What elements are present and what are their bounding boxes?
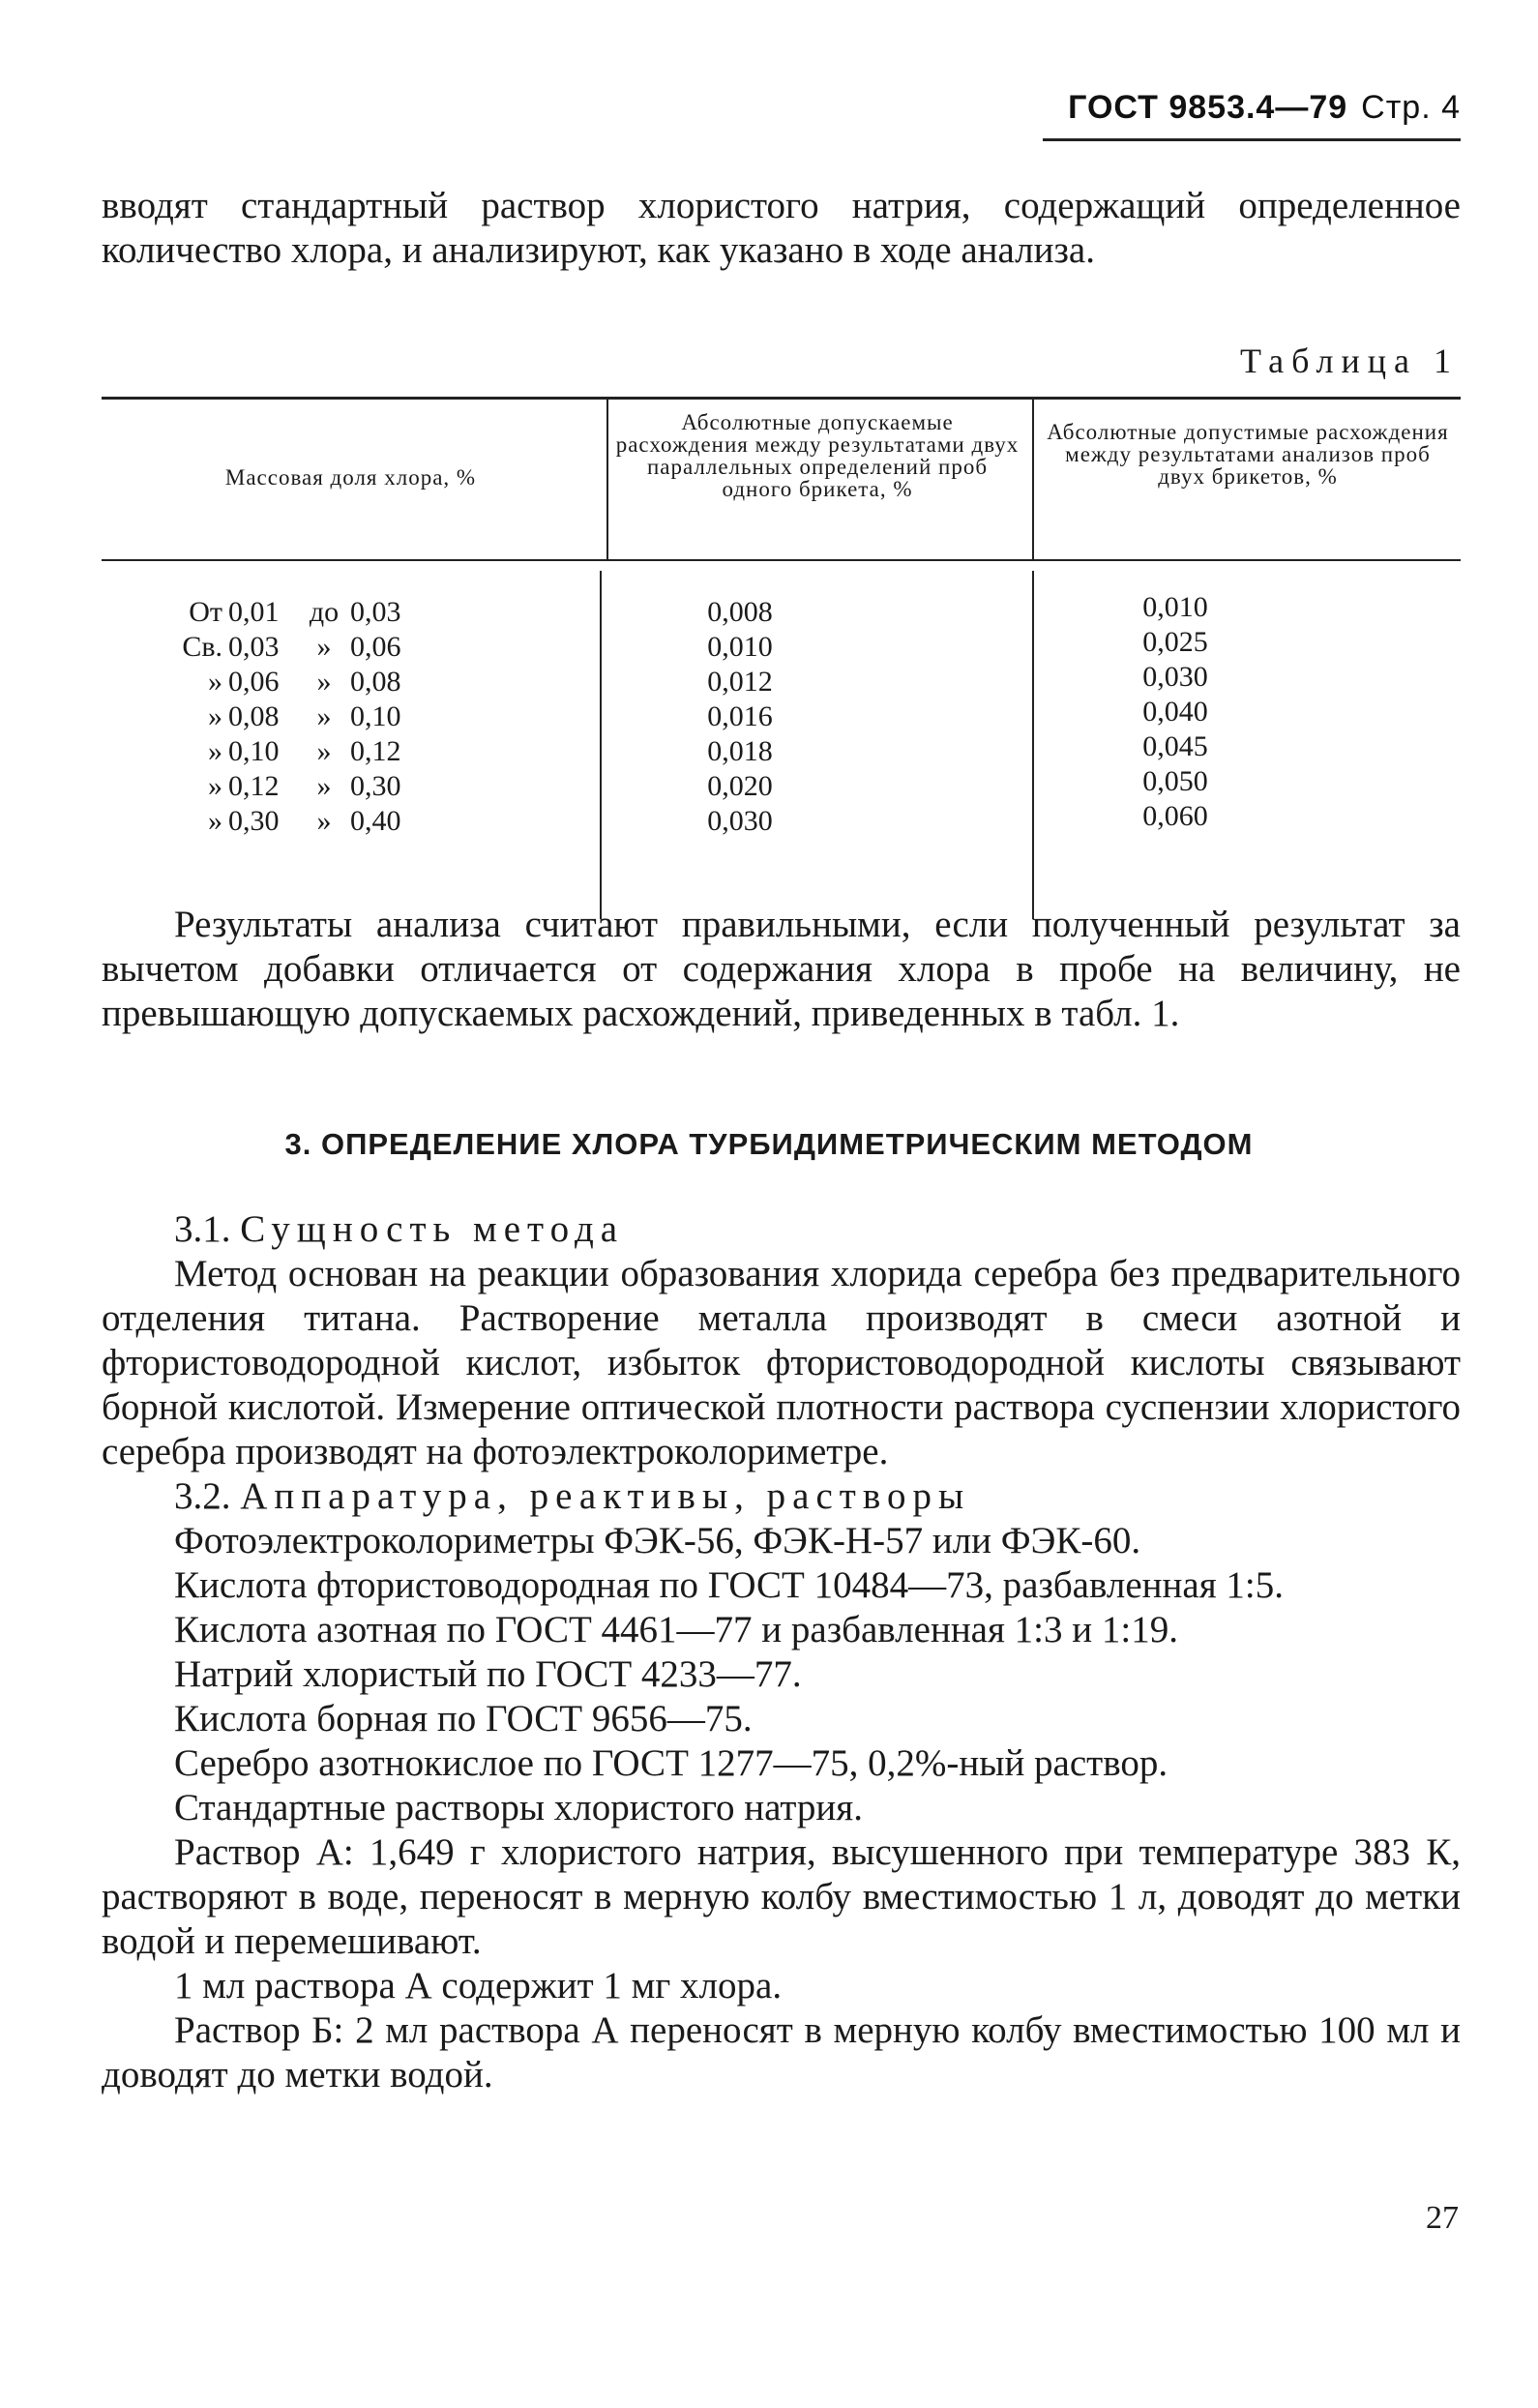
document-code: ГОСТ 9853.4—79 [1068, 89, 1348, 126]
list-item: Кислота азотная по ГОСТ 4461—77 и разбавленная 1:3 и 1:19. [174, 1609, 1178, 1650]
table-row: » 0,10 » 0,12 [208, 735, 401, 767]
table-row: » 0,06 » 0,08 [208, 666, 401, 698]
list-item: Стандартные растворы хлористого натрия. [174, 1787, 863, 1828]
subsection-title: Сущность метода [240, 1208, 625, 1250]
subsection-number: 3.2. [174, 1475, 231, 1517]
list-item: 1 мл раствора А содержит 1 мг хлора. [174, 1965, 783, 2007]
subsection-title: Аппаратура, реактивы, растворы [240, 1475, 971, 1517]
intro-paragraph: вводят стандартный раствор хлористого натрия, содержащий определенное количество хлора, и анализируют, как указано в ходе анализа. [102, 185, 1461, 271]
table-row: » 0,30 » 0,40 [208, 805, 401, 837]
list-item: Раствор А: 1,649 г хлористого натрия, высушенного при температуре 383 К, растворяют в воде, переносят в мерную колбу вместимостью 1 л, доводят до метки водой и перемешивают. [102, 1831, 1461, 1962]
table-row: » 0,08 » 0,10 [208, 700, 401, 732]
table-cell: 0,040 [1142, 696, 1208, 728]
table-cell: 0,020 [707, 770, 773, 802]
table-cell: 0,030 [707, 805, 773, 837]
table-header-col2: Абсолютные допускаемые расхождения между результатами двух параллельных определений проб одного брикета, % [615, 410, 1020, 501]
table-cell: 0,016 [707, 700, 773, 732]
table-cell: 0,018 [707, 735, 773, 767]
table-cell: 0,050 [1142, 765, 1208, 797]
list-item: Натрий хлористый по ГОСТ 4233—77. [174, 1653, 802, 1695]
table-vline [606, 400, 608, 559]
page-header [1068, 89, 1461, 127]
table-cell: 0,045 [1142, 730, 1208, 762]
table-col-parallel [614, 595, 866, 839]
table-top-rule [102, 397, 1461, 400]
section-heading: 3. ОПРЕДЕЛЕНИЕ ХЛОРА ТУРБИДИМЕТРИЧЕСКИМ МЕТОДОМ [284, 1127, 1254, 1161]
table-vline [1032, 400, 1034, 559]
results-paragraph-block [102, 903, 1461, 1036]
list-item: Серебро азотнокислое по ГОСТ 1277—75, 0,2%-ный раствор. [174, 1742, 1168, 1784]
subsection-number: 3.1. [174, 1208, 231, 1250]
table-header-rule [102, 559, 1461, 561]
table-cell: 0,030 [1142, 661, 1208, 693]
table-vline [1032, 571, 1034, 919]
data-table [102, 397, 1461, 919]
results-paragraph: Результаты анализа считают правильными, если полученный результат за вычетом добавки отличается от содержания хлора в пробе на величину, не превышающую допускаемых расхождений, приведенных в табл. 1. [102, 904, 1461, 1034]
table-cell: 0,010 [1142, 591, 1208, 623]
list-item: Фотоэлектроколориметры ФЭК-56, ФЭК-Н-57 или ФЭК-60. [174, 1520, 1141, 1561]
paragraph-method: Метод основан на реакции образования хлорида серебра без предварительного отделения титана. Растворение металла производят в смеси азотной и фтористоводородной кислот, избыток фтористоводородной кислоты связывают борной кислотой. Измерение оптической плотности раствора суспензии хлористого серебра производят на фотоэлектроколориметре. [102, 1253, 1461, 1472]
table-row: Св. 0,03 » 0,06 [182, 631, 401, 663]
section-body [102, 1207, 1461, 2097]
subsection-heading-3-2 [102, 1474, 1461, 1519]
table-caption: Таблица 1 [1240, 342, 1459, 380]
table-row: » 0,12 » 0,30 [208, 770, 401, 802]
page-number: 27 [1426, 2200, 1459, 2236]
list-item: Кислота фтористоводородная по ГОСТ 10484—73, разбавленная 1:5. [174, 1564, 1284, 1606]
table-row: От 0,01 до 0,03 [189, 596, 401, 628]
page-label: Стр. 4 [1361, 89, 1461, 126]
table-cell: 0,008 [707, 596, 773, 628]
table-col-briquettes [1050, 590, 1301, 834]
table-vline [600, 571, 602, 919]
table-col-range [135, 595, 445, 839]
table-cell: 0,025 [1142, 626, 1208, 658]
table-cell: 0,012 [707, 666, 773, 698]
table-header-col3: Абсолютные допустимые расхождения между результатами анализов проб двух брикетов, % [1047, 420, 1449, 489]
subsection-heading-3-1 [102, 1207, 1461, 1252]
table-cell: 0,060 [1142, 800, 1208, 832]
table-header-col1: Массовая доля хлора, % [224, 465, 477, 490]
list-item: Кислота борная по ГОСТ 9656—75. [174, 1698, 753, 1739]
list-item: Раствор Б: 2 мл раствора А переносят в мерную колбу вместимостью 100 мл и доводят до метки водой. [102, 2009, 1461, 2096]
table-cell: 0,010 [707, 631, 773, 663]
intro-paragraph-block [102, 184, 1461, 273]
header-rule [1043, 138, 1461, 141]
